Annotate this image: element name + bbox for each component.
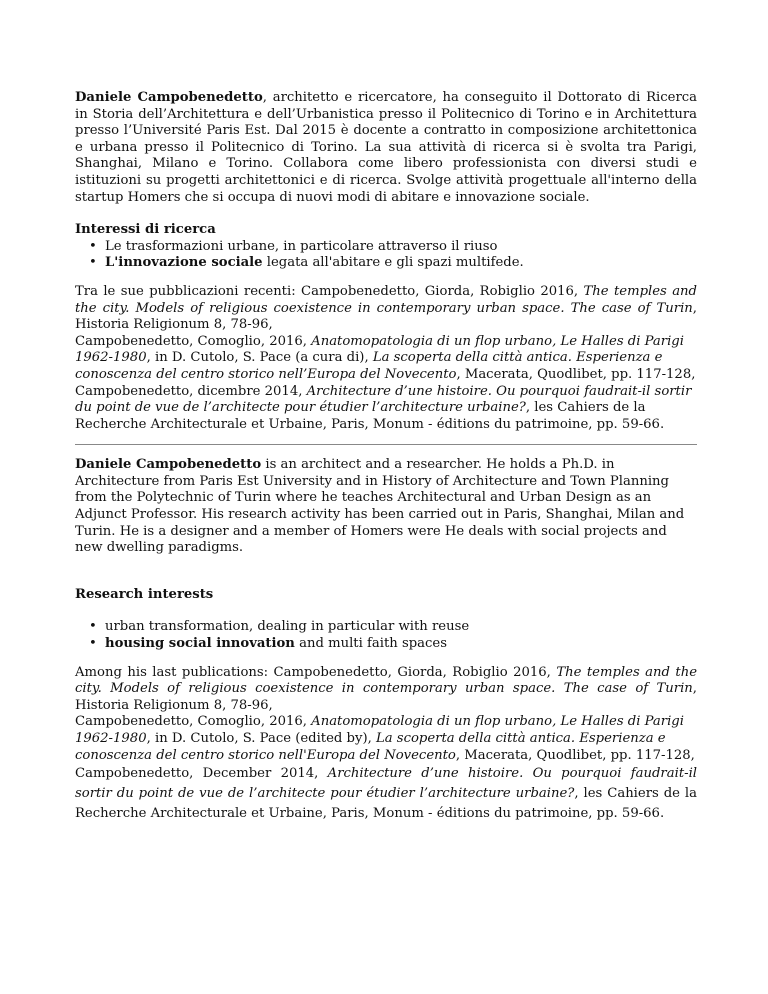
publication-entry: Campobenedetto, Comoglio, 2016, Anatomopatologia di un flop urbano, Le Halles di Parigi 1962-1980, in D. Cutolo, S. Pace (a cura di), La scoperta della città antica. Esperienza e conoscenza del centro storico nell’Europa del Novecento, Macerata, Quodlibet, pp. 117-128, bbox=[75, 333, 696, 382]
bullet-icon: • bbox=[89, 238, 97, 254]
research-interests-heading-it: Interessi di ricerca bbox=[75, 222, 216, 238]
publications-en bbox=[75, 665, 697, 825]
research-interests-list-it bbox=[75, 239, 697, 272]
section-divider bbox=[75, 444, 697, 445]
bio-english bbox=[75, 457, 697, 557]
research-interests-heading-en: Research interests bbox=[75, 586, 214, 602]
publication-entry: Campobenedetto, Comoglio, 2016, Anatomopatologia di un flop urbano, Le Halles di Parigi 1962-1980, in D. Cutolo, S. Pace (edited by), La scoperta della città antica. Esperienza e conoscenza del centro storico nell'Europa del Novecento, Macerata, Quodlibet, pp. 117-128, bbox=[75, 714, 695, 763]
list-item: • urban transformation, dealing in particular with reuse bbox=[89, 619, 470, 635]
bio-italian bbox=[75, 90, 697, 206]
list-item: • L'innovazione sociale legata all'abitare e gli spazi multifede. bbox=[89, 255, 524, 271]
list-item: • Le trasformazioni urbane, in particolare attraverso il riuso bbox=[89, 238, 498, 254]
bullet-icon: • bbox=[89, 619, 97, 635]
bullet-icon: • bbox=[89, 255, 97, 271]
author-name: Daniele Campobenedetto bbox=[75, 457, 262, 473]
publication-entry: Tra le sue pubblicazioni recenti: Campobenedetto, Giorda, Robiglio 2016, The temples and the city. Models of religious coexistence in contemporary urban space. The case of Turin, Historia Religionum 8, 78-96, bbox=[75, 283, 697, 333]
publication-entry: Among his last publications: Campobenedetto, Giorda, Robiglio 2016, The temples and the city. Models of religious coexistence in contemporary urban space. The case of Turin, Historia Religionum 8, 78-96, bbox=[75, 664, 698, 713]
publication-entry: Campobenedetto, December 2014, Architecture d’une histoire. Ou pourquoi faudrait-il sortir du point de vue de l’architecte pour étudier l’architecture urbaine?, les Cahiers de la Recherche Architecturale et Urbaine, Paris, Monum - éditions du patrimoine, pp. 59-66. bbox=[75, 766, 698, 822]
research-interests-list-en bbox=[75, 619, 697, 652]
author-name: Daniele Campobenedetto bbox=[75, 90, 263, 105]
list-item: • housing social innovation and multi faith spaces bbox=[89, 636, 447, 652]
publications-it bbox=[75, 284, 697, 433]
publication-entry: Campobenedetto, dicembre 2014, Architecture d’une histoire. Ou pourquoi faudrait-il sortir du point de vue de l’architecte pour étudier l’architecture urbaine?, les Cahiers de la Recherche Architecturale et Urbaine, Paris, Monum - éditions du patrimoine, pp. 59-66. bbox=[75, 383, 692, 432]
document-page bbox=[75, 90, 697, 824]
bio-text: is an architect and a researcher. He holds a Ph.D. in Architecture from Paris Est University and in History of Architecture and Town Planning from the Polytechnic of Turin where he teaches Architectural and Urban Design as an Adjunct Professor. His research activity has been carried out in Paris, Shanghai, Milan and Turin. He is a designer and a member of Homers were He deals with social projects and new dwelling paradigms. bbox=[75, 457, 685, 556]
bio-text: , architetto e ricercatore, ha conseguito il Dottorato di Ricerca in Storia dell’Architettura e dell’Urbanistica presso il Politecnico di Torino e in Architettura presso l’Université Paris Est. Dal 2015 è docente a contratto in composizione architettonica e urbana presso il Politecnico di Torino. La sua attività di ricerca si è svolta tra Parigi, Shanghai, Milano e Torino. Collabora come libero professionista con diversi studi e istituzioni su progetti architettonici e di ricerca. Svolge attività progettuale all'interno della startup Homers che si occupa di nuovi modi di abitare e innovazione sociale. bbox=[75, 90, 697, 205]
bullet-icon: • bbox=[89, 636, 97, 652]
